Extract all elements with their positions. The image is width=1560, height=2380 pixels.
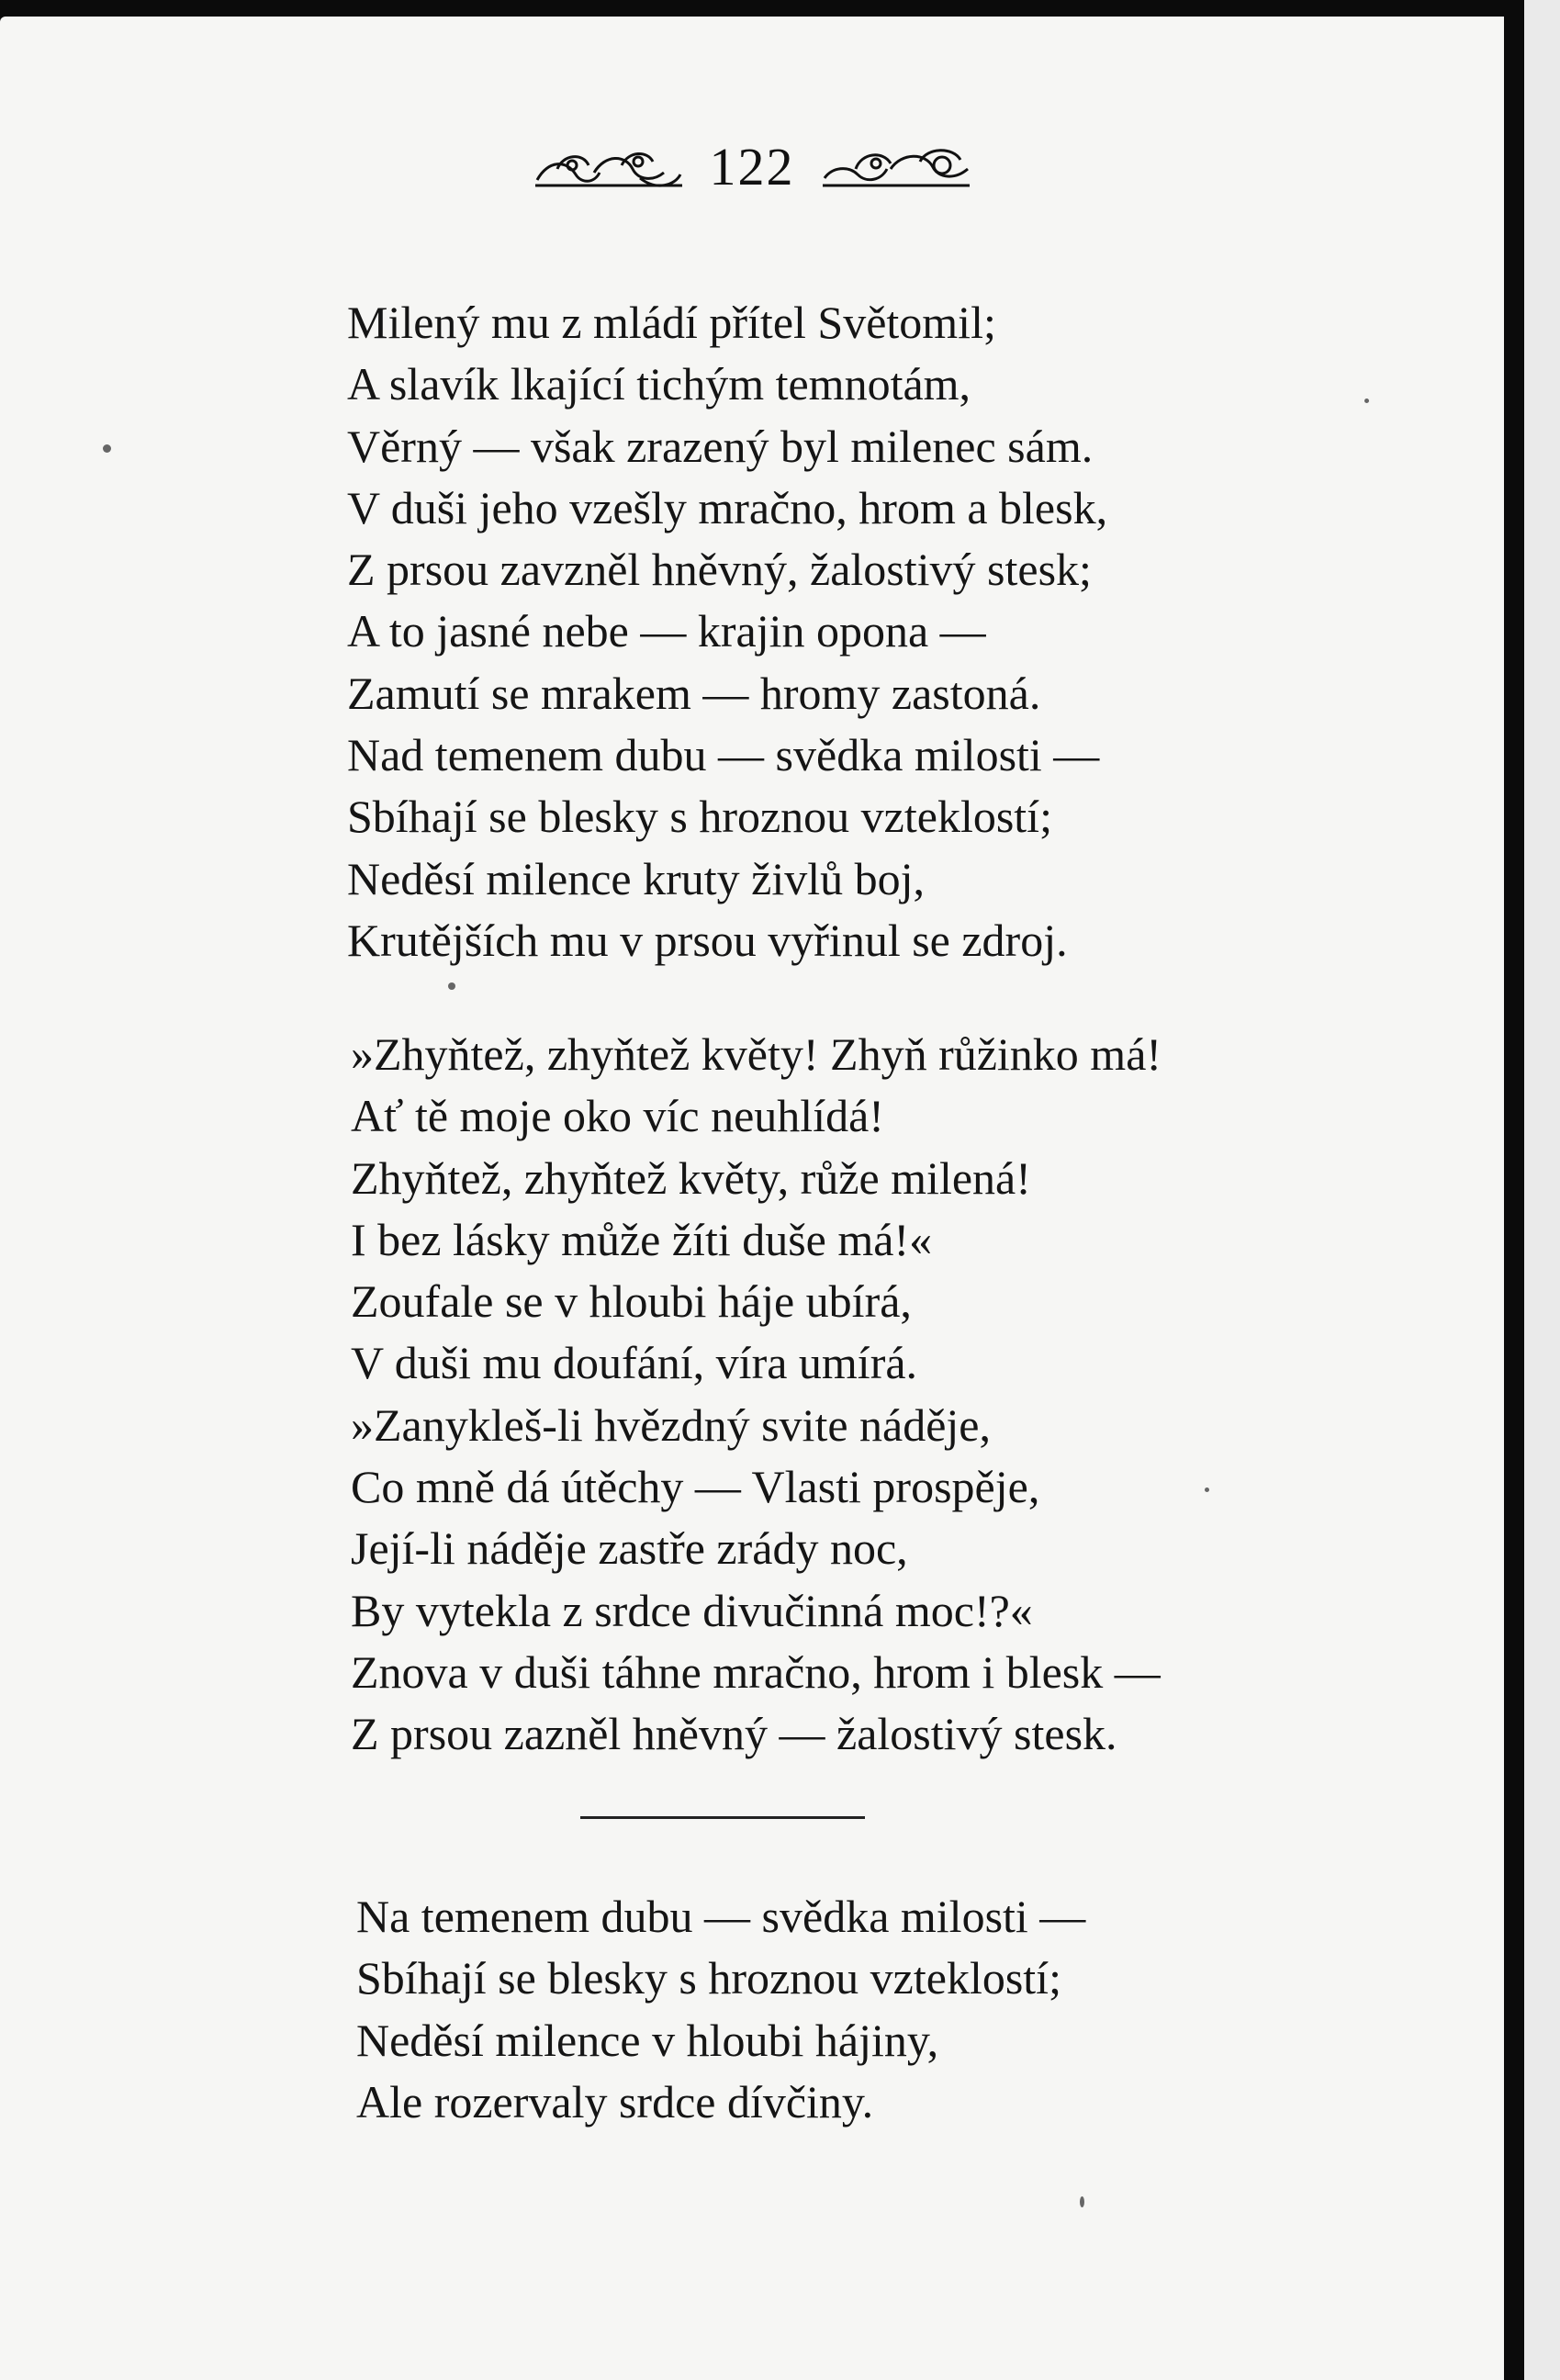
verse-line: Ať tě moje oko víc neuhlídá! [351, 1090, 884, 1142]
verse-line: Milený mu z mládí přítel Světomil; [347, 297, 996, 348]
verse-line: Její-li náděje zastře zrády noc, [351, 1522, 908, 1575]
section-divider [580, 1816, 865, 1819]
verse-line: Z prsou zavzněl hněvný, žalostivý stesk; [347, 544, 1092, 596]
verse-line: V duši jeho vzešly mračno, hrom a blesk, [347, 481, 1108, 533]
verse-line: V duši mu doufání, víra umírá. [351, 1337, 918, 1389]
verse-line: A slavík lkající tichým temnotám, [347, 358, 971, 410]
paper-speck [1080, 2196, 1084, 2207]
left-ornament-icon [530, 141, 686, 193]
paper-speck [448, 982, 455, 990]
right-ornament-icon [819, 141, 975, 193]
verse-line: Sbíhají se blesky s hroznou vzteklostí; [356, 1952, 1061, 2004]
page-number: 122 [709, 137, 795, 196]
stanza-2 [351, 1024, 1162, 1766]
page-edge-strip [1524, 0, 1560, 2380]
page-header [0, 136, 1504, 197]
verse-line: Neděsí milence v hloubi hájiny, [356, 2014, 939, 2066]
verse-line: »Zhyňtež, zhyňtež květy! Zhyň růžinko má! [351, 1028, 1162, 1080]
verse-line: Krutějších mu v prsou vyřinul se zdroj. [347, 914, 1068, 966]
verse-line: Zamutí se mrakem — hromy zastoná. [347, 667, 1041, 719]
verse-line: I bez lásky může žíti duše má!« [351, 1213, 933, 1265]
paper-speck [1205, 1488, 1209, 1492]
verse-line: Na temenem dubu — svědka milosti — [356, 1891, 1086, 1942]
verse-line: By vytekla z srdce divučinná moc!?« [351, 1584, 1033, 1636]
verse-line: Zhyňtež, zhyňtež květy, růže milená! [351, 1151, 1031, 1204]
verse-line: Neděsí milence kruty živlů boj, [347, 852, 926, 904]
verse-line: Znova v duši táhne mračno, hrom i blesk — [351, 1645, 1161, 1698]
verse-line: Ale rozervaly srdce dívčiny. [356, 2075, 874, 2127]
verse-line: A to jasné nebe — krajin opona — [347, 605, 986, 657]
verse-line: Zoufale se v hloubi háje ubírá, [351, 1275, 912, 1328]
verse-line: Sbíhají se blesky s hroznou vzteklostí; [347, 791, 1052, 843]
verse-line: »Zanykleš-li hvězdný svite náděje, [351, 1398, 991, 1451]
verse-line: Z prsou zazněl hněvný — žalostivý stesk. [351, 1708, 1117, 1760]
verse-line: Věrný — však zrazený byl milenec sám. [347, 420, 1094, 472]
stanza-3 [356, 1886, 1085, 2133]
paper-speck [103, 444, 111, 453]
stanza-1 [347, 292, 1107, 971]
paper-speck [1364, 399, 1369, 403]
verse-line: Co mně dá útěchy — Vlasti prospěje, [351, 1461, 1040, 1513]
verse-line: Nad temenem dubu — svědka milosti — [347, 729, 1100, 781]
